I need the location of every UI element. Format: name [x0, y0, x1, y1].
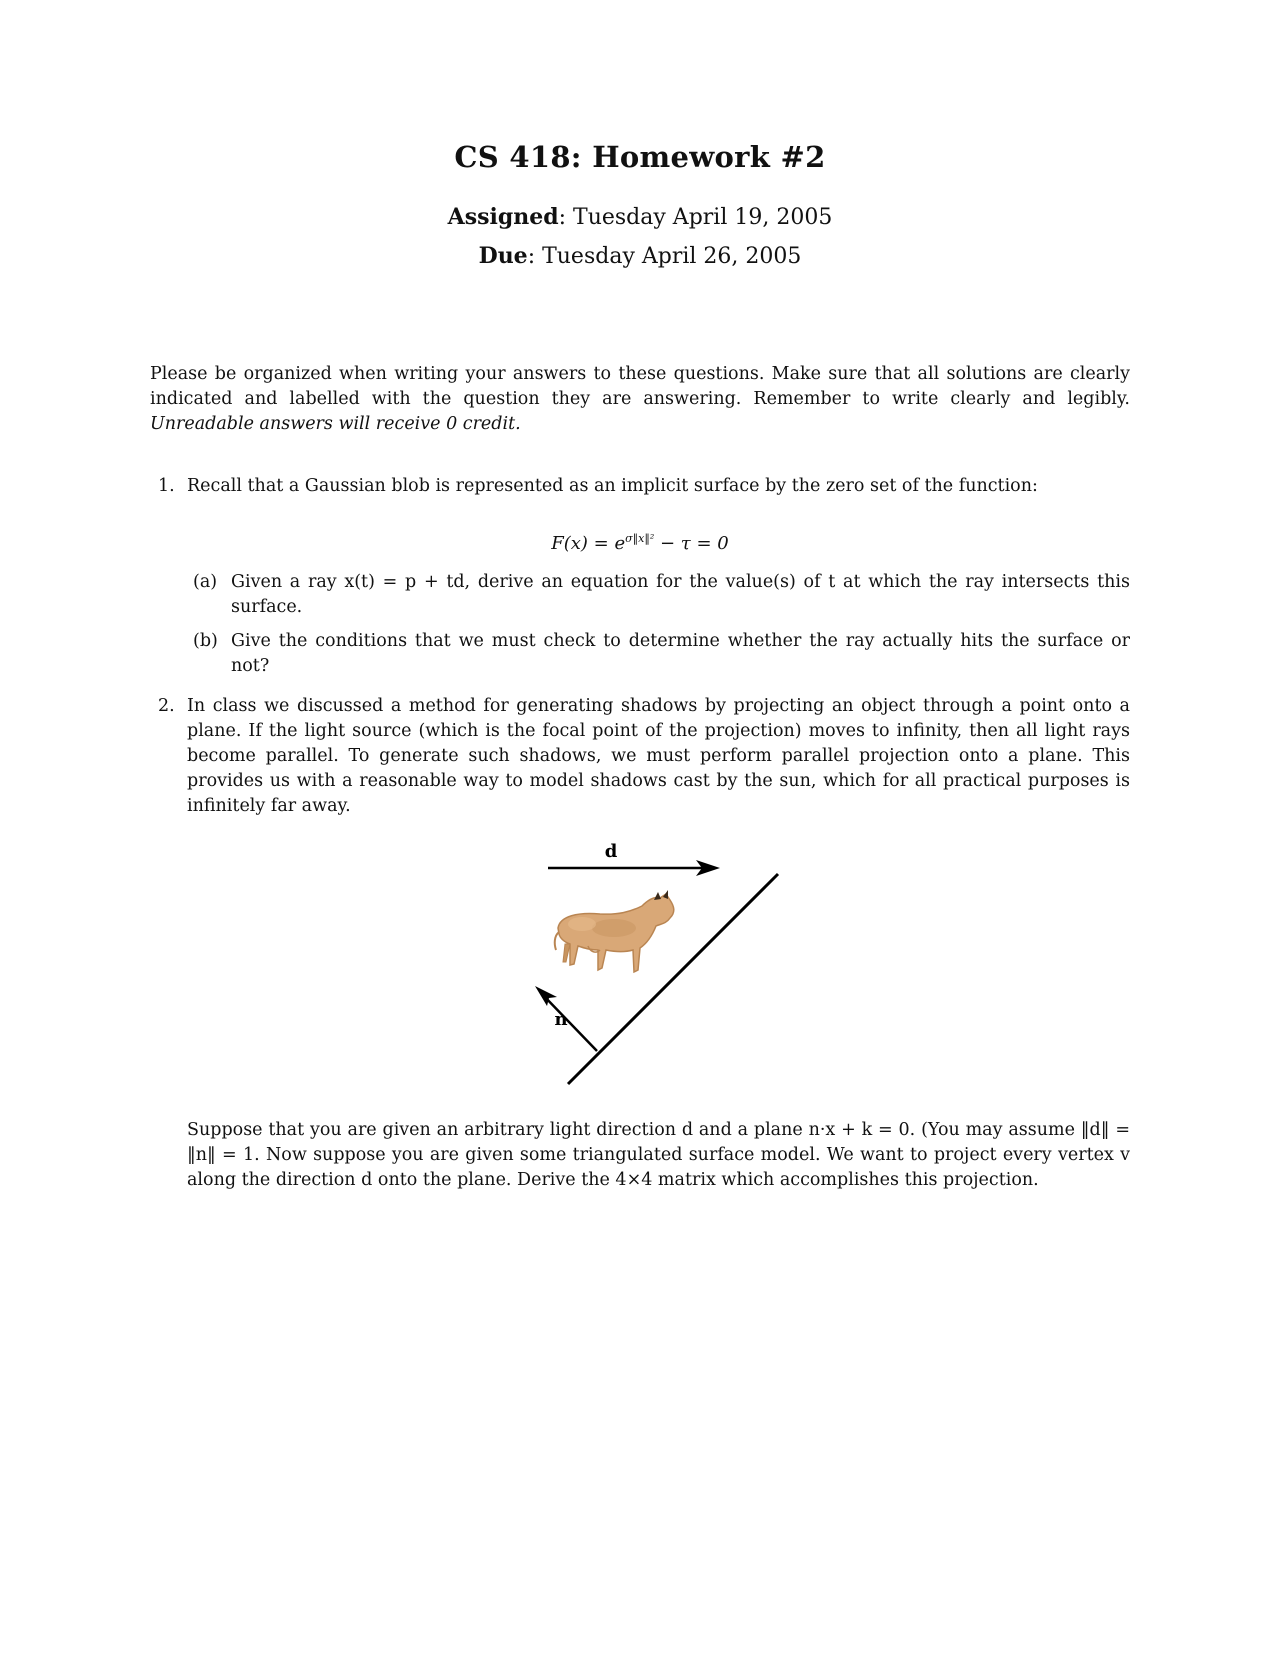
figure-svg: [530, 840, 800, 1100]
normal-n-arrowhead: [535, 986, 557, 1006]
part-b-label: (b): [193, 631, 218, 651]
gaussian-equation: [0, 532, 1280, 554]
question-2-followup: Suppose that you are given an arbitrary light direction d and a plane n·x + k = 0. (You may assume ‖d‖ = ‖n‖ = 1. Now suppose you are given some triangulated surface model. We want to project every vertex v along the direction d onto the plane. Derive the 4×4 matrix which accomplishes this projection.: [187, 1120, 1130, 1190]
due-label: Due: [478, 243, 528, 269]
part-b-text: Give the conditions that we must check to determine whether the ray actually hits the surface or not?: [231, 631, 1130, 676]
due-value: : Tuesday April 26, 2005: [527, 244, 802, 269]
instructions-emphasis: Unreadable answers will receive 0 credit.: [150, 414, 521, 434]
shadow-projection-figure: [530, 840, 800, 1100]
due-date: [0, 243, 1280, 269]
equation-exponent: σ‖x‖²: [625, 532, 655, 545]
question-1-text: Recall that a Gaussian blob is represented as an implicit surface by the zero set of the function:: [187, 476, 1038, 496]
normal-n-arrow-shaft: [542, 994, 597, 1051]
assigned-label: Assigned: [447, 204, 559, 230]
part-a-text: Given a ray x(t) = p + td, derive an equation for the value(s) of t at which the ray intersects this surface.: [231, 572, 1130, 617]
question-2-number: 2.: [158, 696, 175, 716]
label-n: n: [554, 1009, 568, 1030]
question-1-number: 1.: [158, 476, 175, 496]
instructions-text: Please be organized when writing your answers to these questions. Make sure that all solutions are clearly indicated and labelled with the question they are answering. Remember to write clearly and legibly.: [150, 364, 1130, 409]
assigned-date: [0, 204, 1280, 230]
instructions-paragraph: [150, 362, 1130, 437]
label-d: d: [604, 841, 618, 862]
cow-icon: [555, 890, 674, 972]
page-title: CS 418: Homework #2: [454, 140, 826, 174]
assigned-value: : Tuesday April 19, 2005: [558, 205, 833, 230]
equation-rhs: − τ = 0: [654, 533, 729, 554]
part-a-label: (a): [193, 572, 218, 592]
question-2-text: In class we discussed a method for generating shadows by projecting an object through a point onto a plane. If the light source (which is the focal point of the projection) moves to infinity, then all light rays become parallel. To generate such shadows, we must perform parallel projection onto a plane. This provides us with a reasonable way to model shadows cast by the sun, which for all practical purposes is infinitely far away.: [187, 696, 1130, 816]
equation-lhs: F(x) = e: [551, 533, 626, 554]
